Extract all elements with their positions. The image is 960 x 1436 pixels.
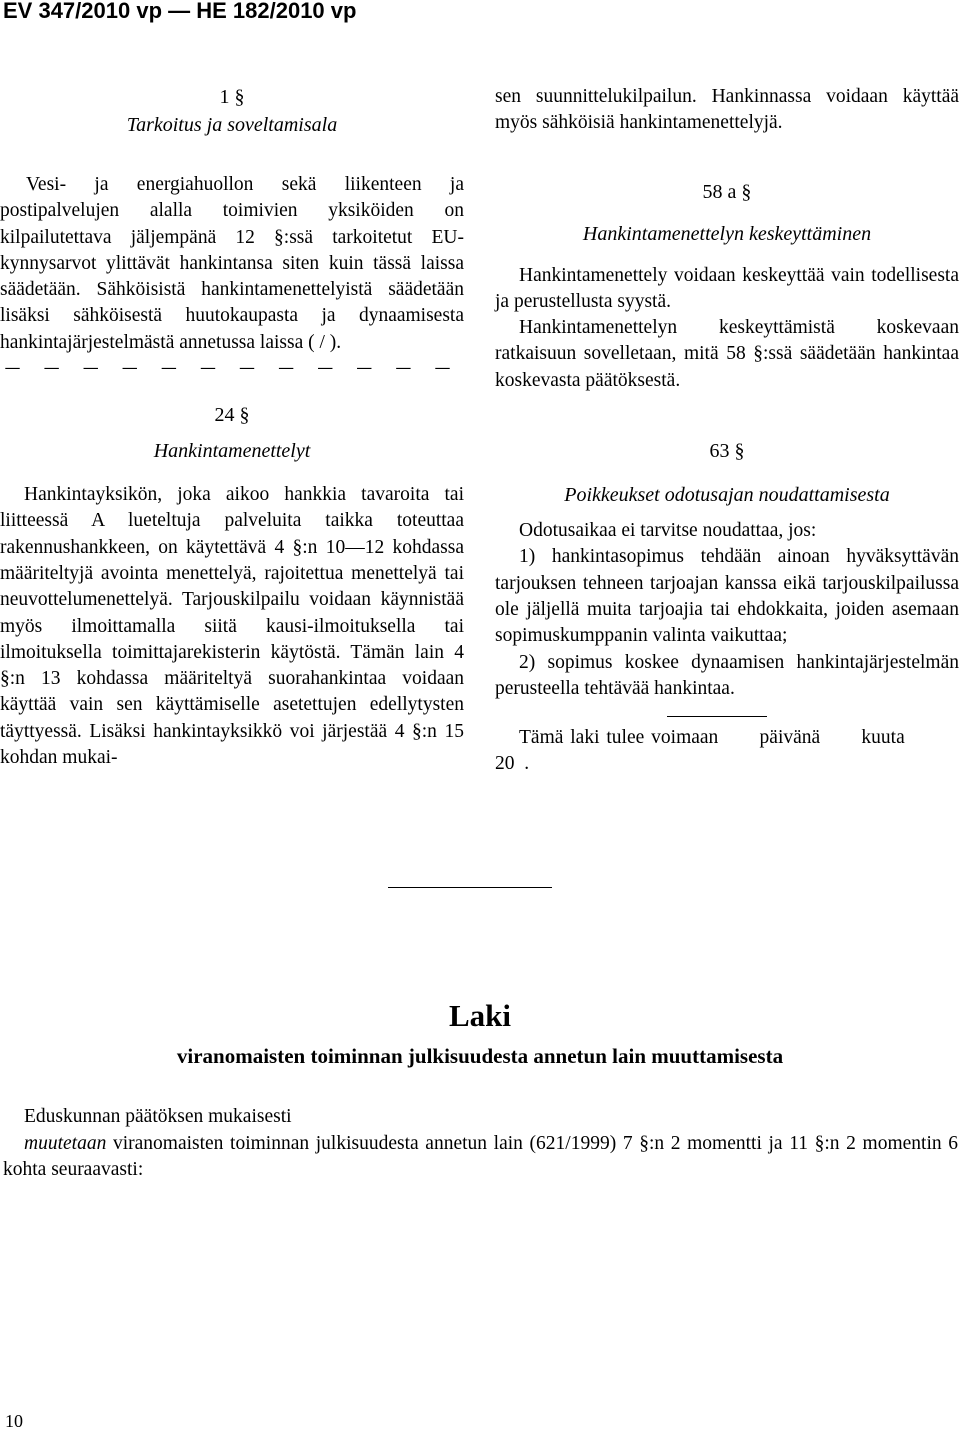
section-24-continuation: sen suunnittelukilpailun. Hankinnassa voidaan käyttää myös sähköisiä hankintamenettelyjä. — [495, 86, 959, 134]
section-63-item-2: 2) sopimus koskee dynaamisen hankintajärjestelmän perusteella tehtävää hankintaa. — [495, 651, 959, 699]
entry-into-force-rule — [667, 716, 767, 717]
section-24-text: Hankintayksikön, joka aikoo hankkia tavaroita tai liitteessä A lueteltuja palveluita taikka toteuttaa rakennushankkeen, on käytettävä 4 §:n 10—12 kohdassa määriteltyjä avointa menettelyä, rajoitettua menettelyä tai neuvottelumenettelyä. Tarjouskilpailu voidaan käynnistää myös ilmoittamalla siitä kausi-ilmoituksella tai ilmoituksella toimittajarekisterin käytöstä. Tämän lain 4 §:n 13 kohdassa määriteltyä suorahankintaa voidaan käyttää vain sen käyttämiselle asetettujen edellytysten täyttyessä. Lisäksi hankintayksikkö voi järjestää 4 §:n 15 kohdan mukai- — [0, 484, 464, 769]
section-63-item-1: 1) hankintasopimus tehdään ainoan hyväksyttävän tarjouksen tehneen tarjoajan kanssa eikä tarjouskilpailussa ole jäljellä muita tarjoajia tai ehdokkaita, joiden asemaan sopimuskumppanin valinta vaikuttaa; — [495, 546, 959, 647]
section-1-title: Tarkoitus ja soveltamisala — [126, 114, 338, 136]
amendment-clause — [3, 1131, 958, 1184]
left-column — [0, 84, 464, 771]
section-63-title: Poikkeukset odotusajan noudattamisesta — [564, 484, 890, 507]
omission-dashes: — — — — — — — — — — — — — [4, 358, 460, 378]
section-63-intro: Odotusaikaa ei tarvitse noudattaa, jos: — [519, 520, 817, 542]
law-body — [3, 1104, 958, 1184]
enactment-clause: Eduskunnan päätöksen mukaisesti — [24, 1106, 292, 1127]
section-58a-paragraph-2: Hankintamenettelyn keskeyttämistä koskevaan ratkaisuun sovelletaan, mitä 58 §:ssä säädetään hankintaa koskevasta päätöksestä. — [495, 317, 959, 391]
section-24-title: Hankintamenettelyt — [153, 440, 311, 463]
section-58a-paragraph-1: Hankintamenettely voidaan keskeyttää vain todellisesta ja perustellusta syystä. — [495, 264, 959, 312]
amend-text: viranomaisten toiminnan julkisuudesta annetun lain (621/1999) 7 §:n 2 momentti ja 11 §:n 2 momentin 6 kohta seuraavasti: — [3, 1132, 958, 1180]
section-58a-number: 58 a § — [702, 180, 752, 203]
law-title: Laki — [448, 998, 512, 1033]
right-column — [495, 84, 959, 778]
section-24-number: 24 § — [214, 404, 250, 427]
section-63-number: 63 § — [709, 440, 745, 463]
entry-into-force-line-2: 20 . — [495, 753, 530, 775]
law-subtitle: viranomaisten toiminnan julkisuudesta annetun lain muuttamisesta — [176, 1044, 784, 1068]
section-1-number: 1 § — [219, 86, 245, 108]
page-number: 10 — [5, 1411, 23, 1431]
section-1-text: Vesi- ja energiahuollon sekä liikenteen ja postipalvelujen alalla toimivien yksiköiden on kilpailutettava jäljempänä 12 §:ssä tarkoitetut EU-kynnysarvot ylittävät hankintansa siten kuin tässä laissa säädetään. Sähköisistä hankintamenettelyistä säädetään lisäksi sähköisestä huutokaupasta ja dynaamisesta hankintajärjestelmästä annetussa laissa ( / ). — [0, 174, 464, 353]
act-separator-rule — [388, 887, 552, 888]
entry-into-force-line-1: Tämä laki tulee voimaan päivänä kuuta — [519, 727, 905, 749]
amend-word: muutetaan — [24, 1132, 107, 1154]
running-header: EV 347/2010 vp — HE 182/2010 vp — [3, 0, 357, 23]
section-58a-title: Hankintamenettelyn keskeyttäminen — [582, 222, 872, 245]
